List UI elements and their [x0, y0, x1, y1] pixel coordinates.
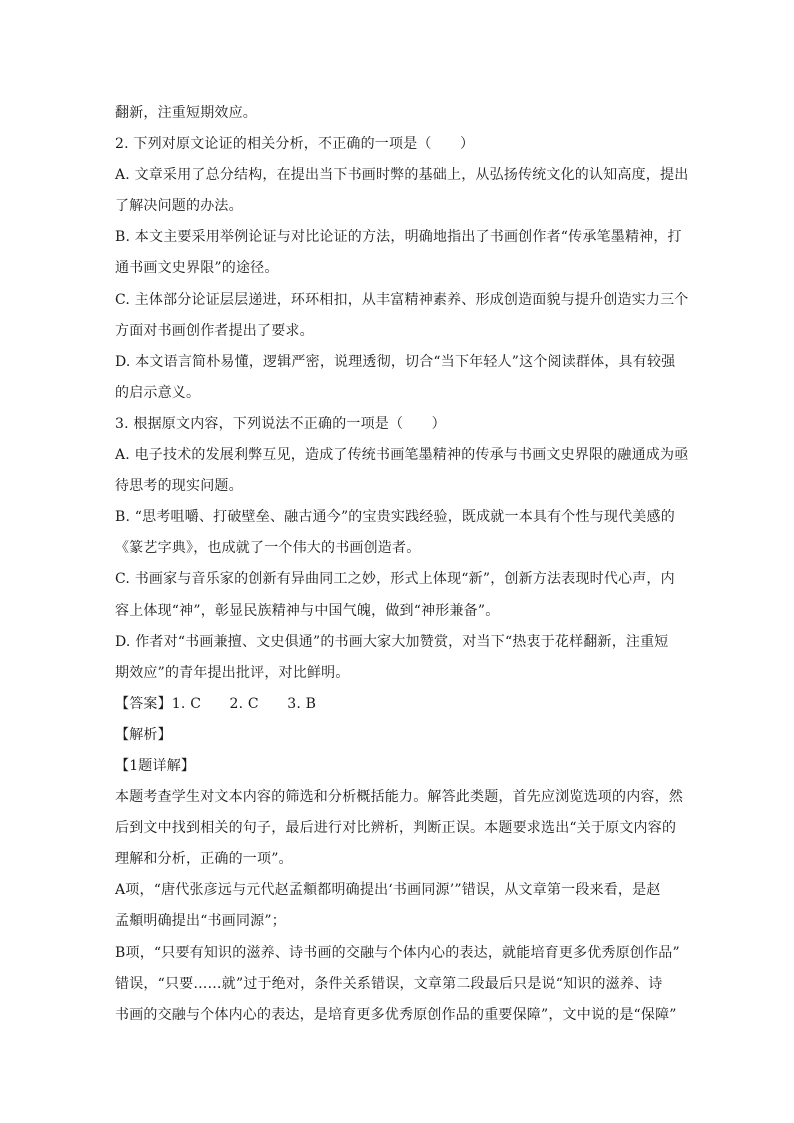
text-line: 书画的交融与个体内心的表达，是培育更多优秀原创作品的重要保障”，文中说的是“保障” [115, 1006, 677, 1023]
text-line: 方面对书画创作者提出了要求。 [115, 322, 314, 339]
q2-option-a: A. 文章采用了总分结构，在提出当下书画时弊的基础上，从弘扬传统文化的认知高度，提出 [115, 167, 689, 184]
answer-line: 【答案】1. C 2. C 3. B [115, 695, 317, 712]
text-line: 错误，“只要……就”过于绝对，条件关系错误，文章第二段最后只是说“知识的滋养、诗 [115, 975, 663, 992]
analysis-item-a: A项，“唐代张彦远与元代赵孟頫都明确提出‘书画同源’”错误，从文章第一段来看，是赵 [115, 882, 661, 899]
text-line: 本题考查学生对文本内容的筛选和分析概括能力。解答此类题，首先应浏览选项的内容，然 [115, 789, 683, 806]
text-line: 理解和分析，正确的一项”。 [115, 851, 293, 868]
q3-option-d: D. 作者对“书画兼擅、文史俱通”的书画大家大加赞赏，对当下“热衷于花样翻新，注重短 [115, 633, 669, 650]
document-body [115, 98, 689, 1031]
analysis-item-b: B项，“只要有知识的滋养、诗书画的交融与个体内心的表达，就能培育更多优秀原创作品” [115, 944, 680, 961]
q3-option-a: A. 电子技术的发展利弊互见，造成了传统书画笔墨精神的传承与书画文史界限的融通成为亟 [115, 447, 689, 464]
text-line: 孟頫明确提出“书画同源”； [115, 913, 286, 930]
text-line: 翻新，注重短期效应。 [115, 105, 257, 121]
analysis-heading: 【解析】 [115, 726, 172, 743]
q2-option-b: B. 本文主要采用举例论证与对比论证的方法，明确地指出了书画创作者“传承笔墨精神，打 [115, 229, 682, 246]
text-line: 待思考的现实问题。 [115, 478, 243, 495]
text-line: 的启示意义。 [115, 384, 201, 401]
text-line: 《篆艺字典》，也成就了一个伟大的书画创造者。 [115, 540, 421, 557]
text-line: 容上体现“神”，彰显民族精神与中国气魄，做到“神形兼备”。 [115, 602, 500, 619]
text-line: 通书画文史界限”的途径。 [115, 260, 279, 277]
q2-option-d: D. 本文语言简朴易懂，逻辑严密，说理透彻，切合“当下年轻人”这个阅读群体，具有较强 [115, 353, 676, 370]
q2-option-c: C. 主体部分论证层层递进，环环相扣，从丰富精神素养、形成创造面貌与提升创造实力三个 [115, 291, 689, 308]
q3-option-c: C. 书画家与音乐家的创新有异曲同工之妙，形式上体现“新”，创新方法表现时代心声，内 [115, 571, 675, 588]
question-2-stem: 2. 下列对原文论证的相关分析，不正确的一项是（ ） [115, 136, 475, 153]
text-line: 了解决问题的办法。 [115, 198, 243, 215]
text-line: 期效应”的青年提出批评，对比鲜明。 [115, 664, 350, 681]
q3-option-b: B. “思考咀嚼、打破壁垒、融古通今”的宝贵实践经验，既成就一本具有个性与现代美感的 [115, 509, 675, 526]
question-3-stem: 3. 根据原文内容，下列说法不正确的一项是（ ） [115, 415, 446, 432]
text-line: 后到文中找到相关的句子，最后进行对比辨析，判断正误。本题要求选出“关于原文内容的 [115, 820, 677, 837]
q1-detail-heading: 【1题详解】 [115, 757, 196, 774]
